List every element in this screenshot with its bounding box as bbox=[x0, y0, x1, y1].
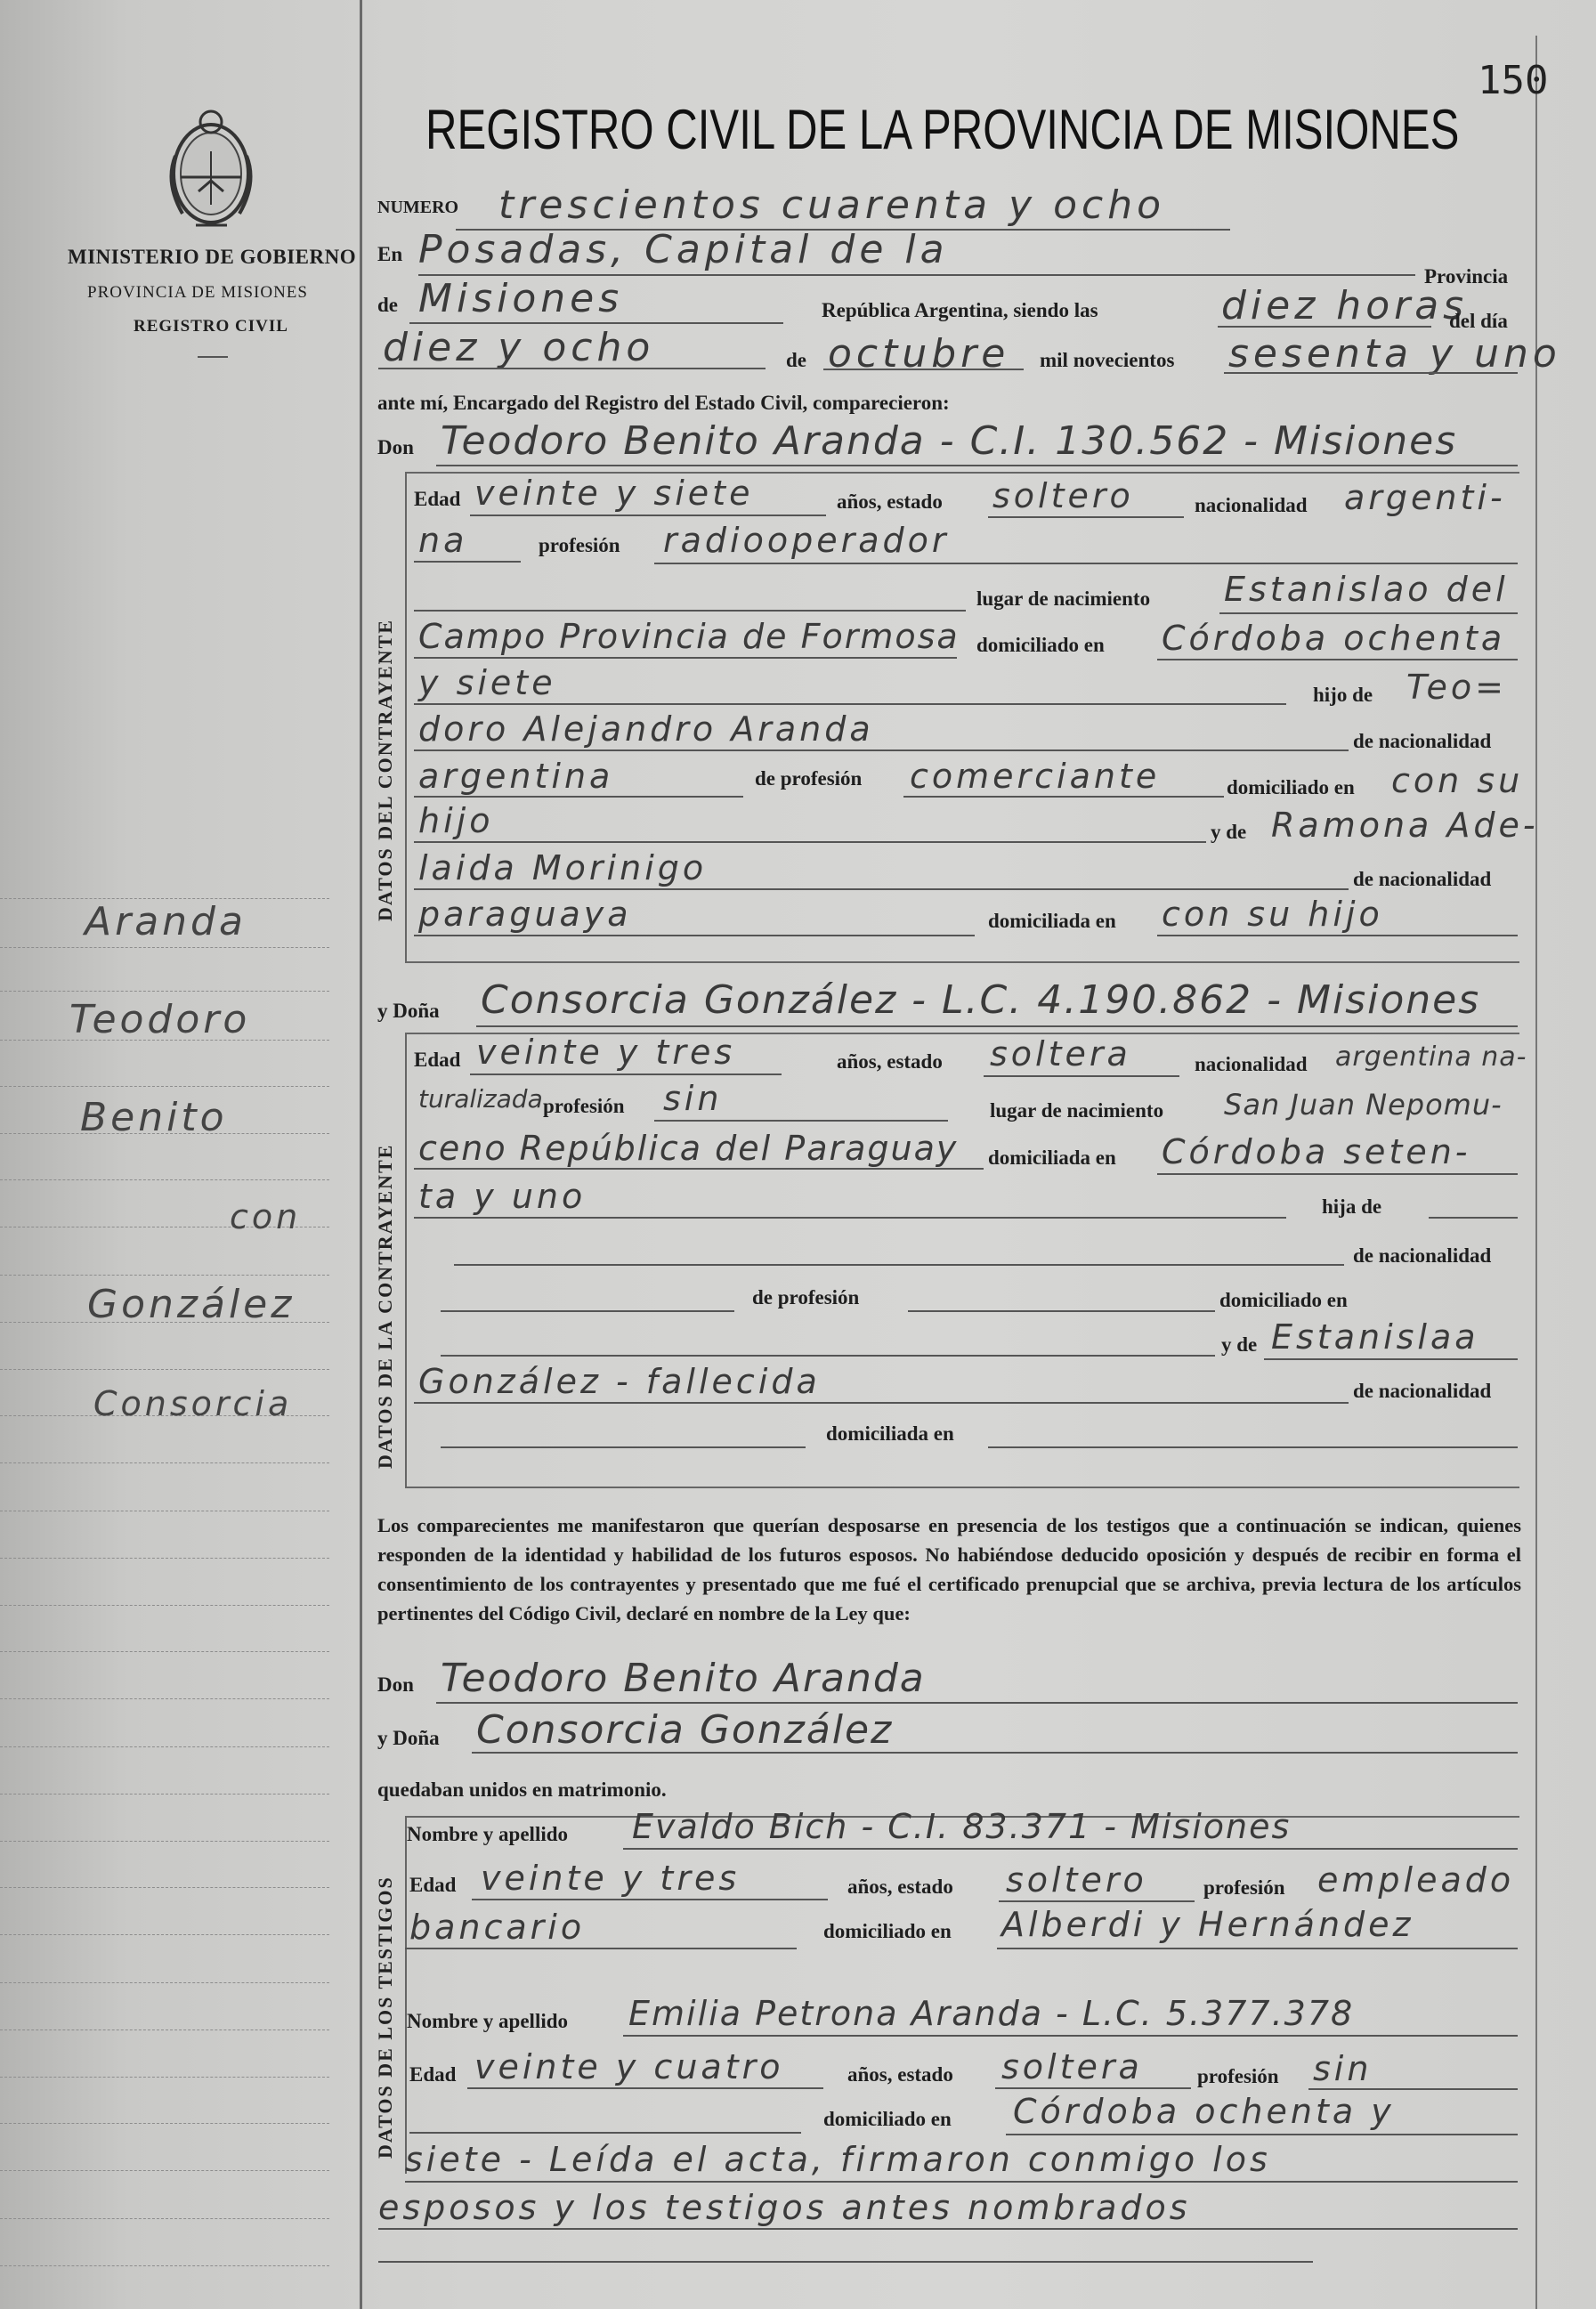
value-bride-estado: soltera bbox=[990, 1034, 1131, 1073]
label-dona-final: y Doña bbox=[377, 1727, 440, 1749]
label-lugar-nac: lugar de nacimiento bbox=[976, 587, 1151, 610]
value-groom-profesion: radiooperador bbox=[663, 521, 950, 560]
label-de: de bbox=[377, 294, 398, 316]
value-groom-name: Teodoro Benito Aranda - C.I. 130.562 - Misiones bbox=[441, 418, 1458, 464]
value-witness2-dom-a: Córdoba ochenta y bbox=[1013, 2092, 1395, 2131]
label-domiciliada-bride: domiciliada en bbox=[988, 1146, 1116, 1169]
value-bride-profesion: sin bbox=[663, 1079, 723, 1118]
label-y-de-bride: y de bbox=[1221, 1333, 1258, 1356]
value-witness2-profesion: sin bbox=[1313, 2049, 1373, 2088]
value-bride-edad: veinte y tres bbox=[476, 1033, 736, 1072]
label-y-de: y de bbox=[1211, 821, 1247, 843]
value-dona-final: Consorcia González bbox=[476, 1707, 894, 1753]
label-profesion-w1: profesión bbox=[1203, 1876, 1285, 1899]
label-y-dona: y Doña bbox=[377, 1000, 440, 1022]
margin-note-surname: Aranda bbox=[85, 899, 247, 944]
label-domiciliado: domiciliado en bbox=[976, 634, 1105, 656]
value-anio: sesenta y uno bbox=[1228, 331, 1561, 377]
value-groom-nac-a: argenti- bbox=[1344, 478, 1506, 517]
value-bride-lugar-b: ceno República del Paraguay bbox=[418, 1129, 959, 1168]
value-groom-padre-a: Teo= bbox=[1406, 668, 1507, 707]
value-bride-nac-a: argentina na- bbox=[1335, 1041, 1527, 1073]
value-groom-nac-b: na bbox=[418, 521, 468, 560]
margin-note-bride-surname: González bbox=[87, 1282, 296, 1327]
label-de-profesion: de profesión bbox=[755, 767, 863, 790]
margin-note-bride-name: Consorcia bbox=[93, 1384, 293, 1423]
value-witness2-dom-b: siete - Leída el acta, firmaron conmigo los bbox=[405, 2140, 1271, 2179]
value-bride-name: Consorcia González - L.C. 4.190.862 - Misiones bbox=[481, 977, 1481, 1023]
province-label: PROVINCIA DE MISIONES bbox=[87, 283, 308, 302]
folio-number: 150 bbox=[1478, 58, 1549, 103]
value-witness1-nombre: Evaldo Bich - C.I. 83.371 - Misiones bbox=[632, 1807, 1292, 1846]
value-bride-madre-a: Estanislaa bbox=[1271, 1317, 1479, 1357]
label-nacionalidad-bride: nacionalidad bbox=[1195, 1053, 1308, 1075]
value-dia: diez y ocho bbox=[383, 325, 655, 370]
label-don-final: Don bbox=[377, 1673, 414, 1696]
value-groom-padre-dom-b: hijo bbox=[418, 801, 494, 840]
label-edad-bride: Edad bbox=[414, 1049, 461, 1071]
margin-divider bbox=[360, 0, 362, 2309]
label-edad-w2: Edad bbox=[409, 2063, 457, 2086]
value-groom-estado: soltero bbox=[992, 476, 1134, 515]
label-domiciliado-2: domiciliado en bbox=[1227, 776, 1355, 798]
label-profesion-bride: profesión bbox=[543, 1095, 625, 1117]
value-witness1-edad: veinte y tres bbox=[481, 1859, 741, 1898]
value-witness2-dom-c: esposos y los testigos antes nombrados bbox=[378, 2188, 1191, 2227]
label-quedaban: quedaban unidos en matrimonio. bbox=[377, 1778, 667, 1801]
registry-label: REGISTRO CIVIL bbox=[134, 317, 288, 336]
section-label-groom: DATOS DEL CONTRAYENTE bbox=[374, 619, 396, 921]
declaration-paragraph: Los comparecientes me manifestaron que querían desposarse en presencia de los testigos que a continuación se indican, quienes responden de la identidad y habilidad de los futuros esposos. No habiéndose deducido oposición y después de recibir en forma el consentimiento de los contrayentes y presentado que me fué el certificado prenupcial que se archiva, previa lectura de los artículos pertinentes del Código Civil, declaré en nombre de la Ley que: bbox=[377, 1514, 1521, 1624]
section-label-bride: DATOS DE LA CONTRAYENTE bbox=[374, 1143, 396, 1469]
label-domiciliada-bride-2: domiciliada en bbox=[826, 1422, 954, 1445]
value-provincia: Misiones bbox=[418, 276, 624, 321]
value-groom-dom-b: y siete bbox=[418, 663, 556, 702]
value-witness2-edad: veinte y cuatro bbox=[474, 2047, 784, 2086]
label-profesion-w2: profesión bbox=[1197, 2065, 1279, 2087]
value-bride-madre-b: González - fallecida bbox=[418, 1362, 821, 1401]
label-en: En bbox=[377, 243, 403, 265]
value-groom-lugar-b: Campo Provincia de Formosa bbox=[418, 617, 960, 656]
label-provincia: Provincia bbox=[1424, 265, 1509, 288]
value-mes: octubre bbox=[828, 331, 1010, 377]
value-witness1-estado: soltero bbox=[1006, 1860, 1147, 1900]
value-witness1-prof-a: empleado bbox=[1317, 1860, 1515, 1900]
value-en: Posadas, Capital de la bbox=[418, 227, 949, 272]
label-edad: Edad bbox=[414, 488, 461, 510]
value-groom-padre-prof: comerciante bbox=[910, 757, 1161, 796]
value-don-final: Teodoro Benito Aranda bbox=[441, 1656, 926, 1701]
value-groom-madre-a: Ramona Ade- bbox=[1271, 806, 1539, 845]
label-lugar-nac-bride: lugar de nacimiento bbox=[990, 1099, 1164, 1122]
value-groom-lugar-a: Estanislao del bbox=[1224, 570, 1509, 609]
right-edge-line bbox=[1535, 36, 1537, 2309]
label-domiciliado-w1: domiciliado en bbox=[823, 1920, 952, 1942]
value-groom-padre-nac: argentina bbox=[418, 757, 614, 796]
margin-note-middle-name: Benito bbox=[80, 1095, 228, 1140]
label-hija-de: hija de bbox=[1322, 1195, 1382, 1218]
label-hijo-de: hijo de bbox=[1313, 684, 1373, 706]
value-bride-lugar-a: San Juan Nepomu- bbox=[1224, 1088, 1503, 1122]
ministry-label: MINISTERIO DE GOBIERNO bbox=[68, 246, 357, 268]
registry-underline bbox=[198, 356, 228, 358]
value-witness1-prof-b: bancario bbox=[409, 1908, 586, 1947]
label-de-profesion-bride: de profesión bbox=[752, 1286, 860, 1308]
label-anos-estado-w1: años, estado bbox=[847, 1876, 953, 1898]
value-groom-edad: veinte y siete bbox=[474, 474, 754, 513]
value-groom-madre-b: laida Morinigo bbox=[418, 848, 708, 887]
value-groom-padre-b: doro Alejandro Aranda bbox=[418, 709, 874, 749]
section-label-witnesses: DATOS DE LOS TESTIGOS bbox=[374, 1876, 396, 2159]
value-witness2-estado: soltera bbox=[1001, 2047, 1143, 2086]
label-edad-w1: Edad bbox=[409, 1874, 457, 1896]
left-margin-column bbox=[0, 0, 356, 2309]
label-republica: República Argentina, siendo las bbox=[822, 299, 1098, 321]
label-domiciliado-bride: domiciliado en bbox=[1219, 1289, 1348, 1311]
label-domiciliado-w2: domiciliado en bbox=[823, 2108, 952, 2130]
coat-of-arms-emblem bbox=[156, 102, 267, 236]
value-groom-padre-dom-a: con su bbox=[1391, 761, 1524, 800]
label-anos-estado-w2: años, estado bbox=[847, 2063, 953, 2086]
label-del-dia: del día bbox=[1449, 310, 1508, 332]
value-bride-dom-a: Córdoba seten- bbox=[1162, 1132, 1471, 1171]
margin-note-con: con bbox=[230, 1197, 302, 1236]
label-profesion: profesión bbox=[539, 534, 620, 556]
label-nombre-apellido-1: Nombre y apellido bbox=[407, 1823, 569, 1845]
label-anos-estado: años, estado bbox=[837, 490, 943, 513]
label-don: Don bbox=[377, 436, 414, 458]
label-de-nacionalidad: de nacionalidad bbox=[1353, 730, 1492, 752]
label-ante: ante mí, Encargado del Registro del Estado Civil, comparecieron: bbox=[377, 392, 950, 414]
value-numero: trescientos cuarenta y ocho bbox=[498, 182, 1166, 228]
value-groom-dom-a: Córdoba ochenta bbox=[1162, 619, 1506, 658]
value-hora: diez horas bbox=[1221, 283, 1469, 328]
label-de-nacionalidad-bride-2: de nacionalidad bbox=[1353, 1380, 1492, 1402]
value-witness1-domicilio: Alberdi y Hernández bbox=[1001, 1905, 1414, 1944]
label-de-mes: de bbox=[786, 349, 806, 371]
value-groom-madre-nac: paraguaya bbox=[418, 895, 632, 934]
value-bride-nac-b: turalizada bbox=[418, 1084, 543, 1114]
label-nacionalidad: nacionalidad bbox=[1195, 494, 1308, 516]
label-mil: mil novecientos bbox=[1040, 349, 1175, 371]
label-domiciliada: domiciliada en bbox=[988, 910, 1116, 932]
value-groom-madre-dom: con su hijo bbox=[1162, 895, 1383, 934]
margin-note-first-name: Teodoro bbox=[69, 997, 251, 1042]
label-numero: NUMERO bbox=[377, 198, 459, 217]
value-bride-dom-b: ta y uno bbox=[418, 1177, 587, 1216]
label-anos-estado-bride: años, estado bbox=[837, 1050, 943, 1073]
document-title: REGISTRO CIVIL DE LA PROVINCIA DE MISIONES bbox=[425, 99, 1460, 161]
value-witness2-nombre: Emilia Petrona Aranda - L.C. 5.377.378 bbox=[628, 1994, 1355, 2033]
label-nombre-apellido-2: Nombre y apellido bbox=[407, 2010, 569, 2032]
label-de-nacionalidad-bride: de nacionalidad bbox=[1353, 1244, 1492, 1267]
label-de-nacionalidad-2: de nacionalidad bbox=[1353, 868, 1492, 890]
